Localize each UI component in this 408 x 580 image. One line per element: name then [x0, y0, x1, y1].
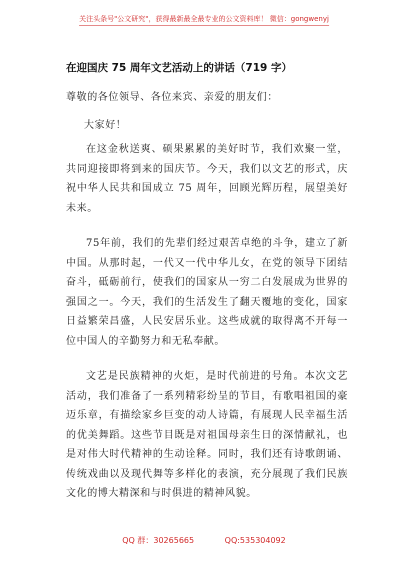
footer-qq-number: QQ:535304092 [224, 536, 286, 545]
header-banner-text: 关注头条号"公文研究"，获得最新最全最专业的公文资料库！ 微信：gongwenyj [79, 15, 329, 26]
paragraph-1: 在这金秋送爽、硕果累累的美好时节，我们欢聚一堂，共同迎接即将到来的国庆节。今天，我们以文艺的形式，庆祝中华人民共和国成立 75 周年，回顾光辉历程，展望美好未来。 [66, 144, 348, 214]
header-banner [0, 0, 408, 40]
salutation: 尊敬的各位领导、各位来宾、亲爱的朋友们： [66, 92, 278, 103]
greeting: 大家好！ [84, 120, 127, 131]
paragraph-3: 文艺是民族精神的火炬，是时代前进的号角。本次文艺活动，我们准备了一系列精彩纷呈的节目，有歌唱祖国的豪迈乐章，有描绘家乡巨变的动人诗篇，有展现人民幸福生活的优美舞蹈。这些节目既是对祖国母亲生日的深情献礼，也是对伟大时代精神的生动诠释。同时，我们还有诗歌朗诵、传统戏曲以及现代舞等多样化的表演，充分展现了我们民族文化的博大精深和与时俱进的精神风貌。 [66, 371, 348, 499]
paragraph-2: 75年前，我们的先辈们经过艰苦卓绝的斗争，建立了新中国。从那时起，一代又一代中华儿女，在党的领导下团结奋斗，砥砺前行，使我们的国家从一穷二白发展成为世界的强国之一。今天，我们的生活发生了翻天覆地的变化，国家日益繁荣昌盛，人民安居乐业。这些成就的取得离不开每一位中国人的辛勤努力和无私奉献。 [66, 238, 348, 347]
footer-qq-group: QQ 群：30265665 [122, 536, 195, 545]
footer [0, 535, 408, 546]
document-title: 在迎国庆 75 周年文艺活动上的讲话（719 字） [66, 62, 292, 74]
